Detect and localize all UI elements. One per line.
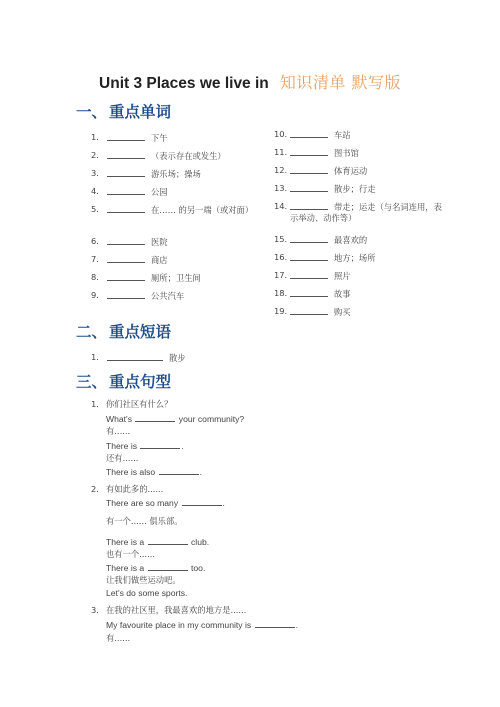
answer-blank[interactable] (107, 186, 145, 195)
answer-blank[interactable] (290, 306, 328, 315)
worksheet-page: Unit 3 Places we live in 知识清单 默写版 一、 重点单词 1. 下午 2. （表示存在或发生） 3. 游乐场；操场 4. 公园 5. 在…… 的另一端（或对面） 6. 医院 7. 商店 8. 厕所；卫生间 9. 公共汽车 10. 车站 11. 图书馆 12. 体育运动 13. 散步；行走 14. 带走；运走（与名词连用，表示举动、动作等） 15. 最喜欢的 16. 地方；场所 17. 照片 18. 故事 19. 购买 二、 重点短语 1. 散步 三、 重点句型 1. 你们社区有什么？ What's your community? 有...... There is . 还有...... There is also . 2. 有如此多的...... There are so many . 有一个...... 俱乐部。 There is a club. 也有一个...... There is a too. 让我们做些运动吧。 Let's do some sports. 3. 在我的社区里，我最喜欢的地方是...... My favourite place in my community is . 有...... (0, 0, 500, 707)
answer-blank[interactable] (290, 288, 328, 297)
answer-blank[interactable] (140, 440, 180, 449)
sentence-2-cn-4: 让我们做些运动吧。 (106, 575, 181, 585)
sentence-1-cn-2: 有...... (106, 426, 131, 436)
answer-blank[interactable] (290, 252, 328, 261)
answer-blank[interactable] (290, 165, 328, 174)
sentence-2-en-1: There are so many . (106, 498, 225, 508)
sentence-3-cn-1: 在我的社区里，我最喜欢的地方是...... (106, 605, 247, 615)
sentence-3-en-1: My favourite place in my community is . (106, 620, 298, 630)
title-chinese: 知识清单 默写版 (279, 73, 401, 92)
answer-blank[interactable] (135, 413, 175, 422)
section-heading-phrases: 二、 重点短语 (76, 323, 172, 341)
answer-blank[interactable] (107, 236, 145, 245)
answer-blank[interactable] (159, 466, 199, 475)
sentence-1-cn-3: 还有...... (106, 453, 139, 463)
answer-blank[interactable] (107, 290, 145, 299)
section-heading-words: 一、 重点单词 (76, 103, 172, 121)
sentence-2-cn-2: 有一个...... 俱乐部。 (106, 516, 183, 526)
answer-blank[interactable] (290, 147, 328, 156)
answer-blank[interactable] (290, 129, 328, 138)
answer-blank[interactable] (107, 204, 145, 213)
answer-blank[interactable] (107, 132, 145, 141)
sentence-1-cn-1: 你们社区有什么？ (106, 399, 173, 409)
sentence-1-en-1: What's your community? (106, 414, 245, 424)
answer-blank[interactable] (182, 497, 222, 506)
answer-blank[interactable] (107, 352, 163, 361)
sentence-3-cn-2: 有...... (106, 633, 131, 643)
answer-blank[interactable] (290, 234, 328, 243)
answer-blank[interactable] (290, 201, 328, 210)
sentence-2-en-4: Let's do some sports. (106, 588, 188, 598)
title-english: Unit 3 Places we live in (99, 75, 269, 92)
section-heading-sentences: 三、 重点句型 (76, 373, 172, 391)
answer-blank[interactable] (148, 536, 188, 545)
answer-blank[interactable] (255, 619, 295, 628)
answer-blank[interactable] (107, 254, 145, 263)
answer-blank[interactable] (290, 270, 328, 279)
answer-blank[interactable] (148, 562, 188, 571)
answer-blank[interactable] (107, 150, 145, 159)
sentence-2-en-2: There is a club. (106, 537, 210, 547)
sentence-2-cn-3: 也有一个...... (106, 549, 156, 559)
page-title (0, 70, 500, 93)
answer-blank[interactable] (107, 168, 145, 177)
answer-blank[interactable] (290, 183, 328, 192)
sentence-1-en-2: There is . (106, 441, 184, 451)
sentence-1-en-3: There is also . (106, 467, 202, 477)
answer-blank[interactable] (107, 272, 145, 281)
sentence-2-en-3: There is a too. (106, 563, 206, 573)
sentence-2-cn-1: 有如此多的...... (106, 484, 164, 494)
